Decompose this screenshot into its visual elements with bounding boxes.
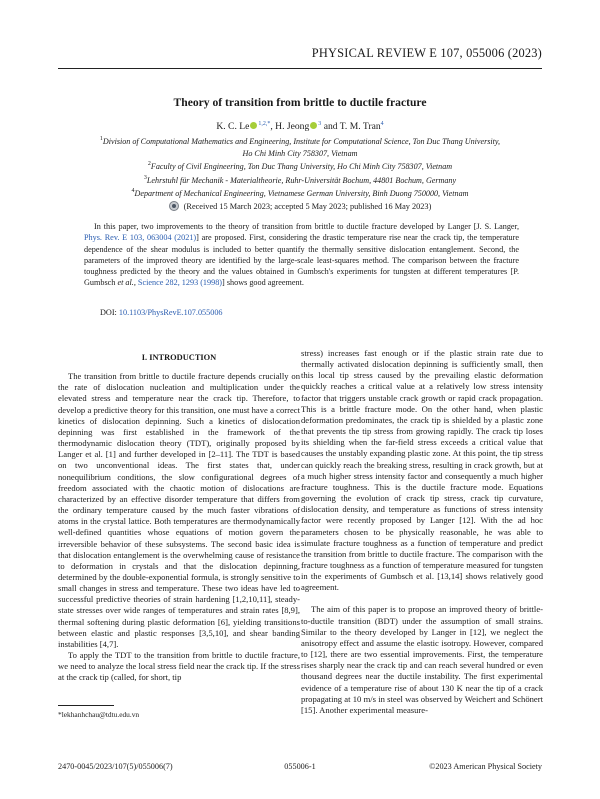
abstract-reference-link[interactable]: Phys. Rev. E 103, 063004 (2021) xyxy=(84,233,197,243)
doi-link[interactable]: 10.1103/PhysRevE.107.055006 xyxy=(118,308,223,317)
abstract-reference-link[interactable]: Science 282, 1293 (1998) xyxy=(137,278,223,288)
affil-num: 2 xyxy=(147,161,151,167)
author-affil-sup: 1,2,* xyxy=(258,121,271,127)
affil-num: 3 xyxy=(143,174,147,181)
body-paragraph: To apply the TDT to the transition from brittle to ductile fracture, we need to analyze the local stress field near the crack tip. If the stress at the crack tip (called, for short, tip xyxy=(58,650,300,683)
body-paragraph: The transition from brittle to ductile fracture depends crucially on the rate of dislocation nucleation and multiplication under the elevated stress and temperature near the crack tip. Therefore, to develop a predictive theory for this transition, one must have a correct kinetics of dislocation depinning. Such a kinetics of dislocation depinning was first established in the framework of the thermodynamic dislocation theory (TDT), originally proposed by Langer et al. [1] and further developed in [2–11]. The TDT is based on two unconventional ideas. The first states that, under nonequilibrium conditions, the slow configurational degrees of freedom associated with the chaotic motion of dislocations are characterized by an effective disorder temperature that differs from the ordinary temperature caused by the much faster vibrations of atoms in the crystal lattice. Both temperatures are thermodynamically well-defined quantities whose equations of motion govern the irreversible behavior of these subsystems. The second basic idea is that dislocation entanglement is the overwhelming cause of resistance to deformation in crystals and that the dislocation depinning, determined by the double-exponential formula, is strongly sensitive to small changes in stress and temperature. These two ideas have led to successful predictive theories of strain hardening [1,2,10,11], steady-state stresses over wide ranges of temperatures and strain rates [8,9], thermal softening during plastic deformation [6], yielding transitions between elastic and plastic responses [3,5,10], and shear banding instabilities [4,7]. xyxy=(58,371,300,649)
author-affil-sup: 3 xyxy=(318,121,322,127)
affil-text: Division of Computational Mathematics and Engineering, Institute for Computational Science, Ton Duc Thang University, xyxy=(102,137,501,146)
author-line: K. C. Le $^{1,2,*}$, H. Jeong $^3$ and T. M. Tran$^4$ xyxy=(216,121,384,132)
affil-text: Faculty of Civil Engineering, Ton Duc Thang University, Ho Chi Minh City 758307, Vietnam xyxy=(150,162,453,171)
abstract-text: In this paper, two improvements to the theory of transition from brittle to ductile fracture developed by Langer [J. S. Langer, xyxy=(94,222,519,231)
abstract-text: , xyxy=(133,278,138,288)
orcid-icon[interactable] xyxy=(310,122,317,129)
affiliation xyxy=(70,173,530,187)
affiliations xyxy=(70,134,530,200)
author-conjunction: and xyxy=(323,121,338,132)
affiliation xyxy=(70,186,530,200)
author-name[interactable]: H. Jeong xyxy=(275,121,310,132)
section-heading: I. INTRODUCTION xyxy=(141,353,217,362)
affil-text: Lehrstuhl für Mechanik - Materialtheorie, Ruhr-Universität Bochum, 44801 Bochum, Germany xyxy=(146,175,457,185)
abstract-text: ] shows good agreement. xyxy=(222,278,304,288)
affiliation xyxy=(70,159,530,173)
journal-header: PHYSICAL REVIEW E 107, 055006 (2023) xyxy=(311,46,542,60)
doi-line xyxy=(100,308,223,317)
right-column xyxy=(301,348,543,716)
affiliation xyxy=(70,148,530,160)
affil-num: 1 xyxy=(99,136,103,142)
abstract xyxy=(84,221,519,289)
author-name[interactable]: K. C. Le xyxy=(216,121,250,132)
author-affil-sup: 4 xyxy=(380,121,384,127)
orcid-icon[interactable] xyxy=(250,122,257,129)
left-column xyxy=(58,348,300,684)
abstract-text: ] are proposed. First, considering the drastic temperature rise near the crack tip, the temperature dependence of the shear modulus is included to better quantify the thermally sensitive dislocation entanglement. Second, the parameters of the improved theory are identified by the large-scale least-squares method. The comparison between the fracture toughness predicted by the theory and the values obtained in Gumbsch's experiments for tungsten at different temperatures [P. Gumbsch xyxy=(84,233,519,288)
body-paragraph: stress) increases fast enough or if the plastic strain rate due to thermally activated dislocation depinning is sufficiently small, then this local tip stress caused by the prevailing elastic deformation quickly reaches a critical value at a relatively low stress intensity factor that triggers unstable crack growth or rapid crack propagation. This is a brittle fracture mode. On the other hand, when plastic deformation predominates, the crack tip is shielded by a plastic zone that prevents the tip stress from growing rapidly. The crack tip loses its shielding when the far-field stress exceeds a critical value that causes the unstably expanding plastic zone. At this point, the tip stress can quickly reach the breaking stress, resulting in crack growth, but at a much higher stress intensity factor and consequently a much higher fracture toughness. This is the ductile fracture mode. Equations governing the evolution of crack tip stress, crack tip curvature, dislocation density, and temperature as functions of stress intensity factor were recently proposed by Langer [12]. With the ad hoc parameters chosen to be physically reasonable, he was able to simulate fracture toughness as a function of temperature and predict the transition from brittle to ductile fracture. The comparison with the fracture toughness as a function of temperature measured for tungsten in the experiments of Gumbsch et al. [13,14] shows relatively good agreement. xyxy=(301,348,543,593)
abstract-text: et al. xyxy=(117,278,134,288)
received-dates xyxy=(58,201,542,211)
header-rule xyxy=(58,68,542,69)
affil-text: Ho Chi Minh City 758307, Vietnam xyxy=(242,148,358,158)
footer-issn: 2470-0045/2023/107(5)/055006(7) xyxy=(58,762,173,771)
doi-label: DOI: xyxy=(100,308,119,317)
check-for-updates-icon[interactable] xyxy=(169,201,179,211)
affiliation xyxy=(70,134,530,148)
author-name[interactable]: T. M. Tran xyxy=(339,121,381,132)
footer-page-number: 055006-1 xyxy=(284,762,316,771)
footer-copyright: ©2023 American Physical Society xyxy=(429,762,542,771)
received-text: (Received 15 March 2023; accepted 5 May 2023; published 16 May 2023) xyxy=(183,202,432,211)
affil-num: 4 xyxy=(131,188,135,194)
paper-title: Theory of transition from brittle to ductile fracture xyxy=(173,96,427,109)
body-paragraph: The aim of this paper is to propose an improved theory of brittle-to-ductile transition (BDT) under the assumption of small strains. Similar to the theory developed by Langer in [12], we neglect the anisotropy effect and assume the elastic isotropy. However, compared to [12], there are two essential improvements. First, the temperature rises sharply near the crack tip and can reach several hundred or even thousand degrees near the ductile instability. The first experimental evidence of a temperature rise of about 130 K near the tip of a crack propagating at 10 m/s in steel was observed by Weichert and Schönert [15]. Another experimental measure- xyxy=(301,604,543,715)
affil-text: Department of Mechanical Engineering, Vietnamese German University, Binh Duong 750000, Vietnam xyxy=(134,189,469,198)
corresponding-author-footnote[interactable]: *lekhanhchau@tdtu.edu.vn xyxy=(58,710,140,719)
footnote-rule xyxy=(58,705,114,706)
